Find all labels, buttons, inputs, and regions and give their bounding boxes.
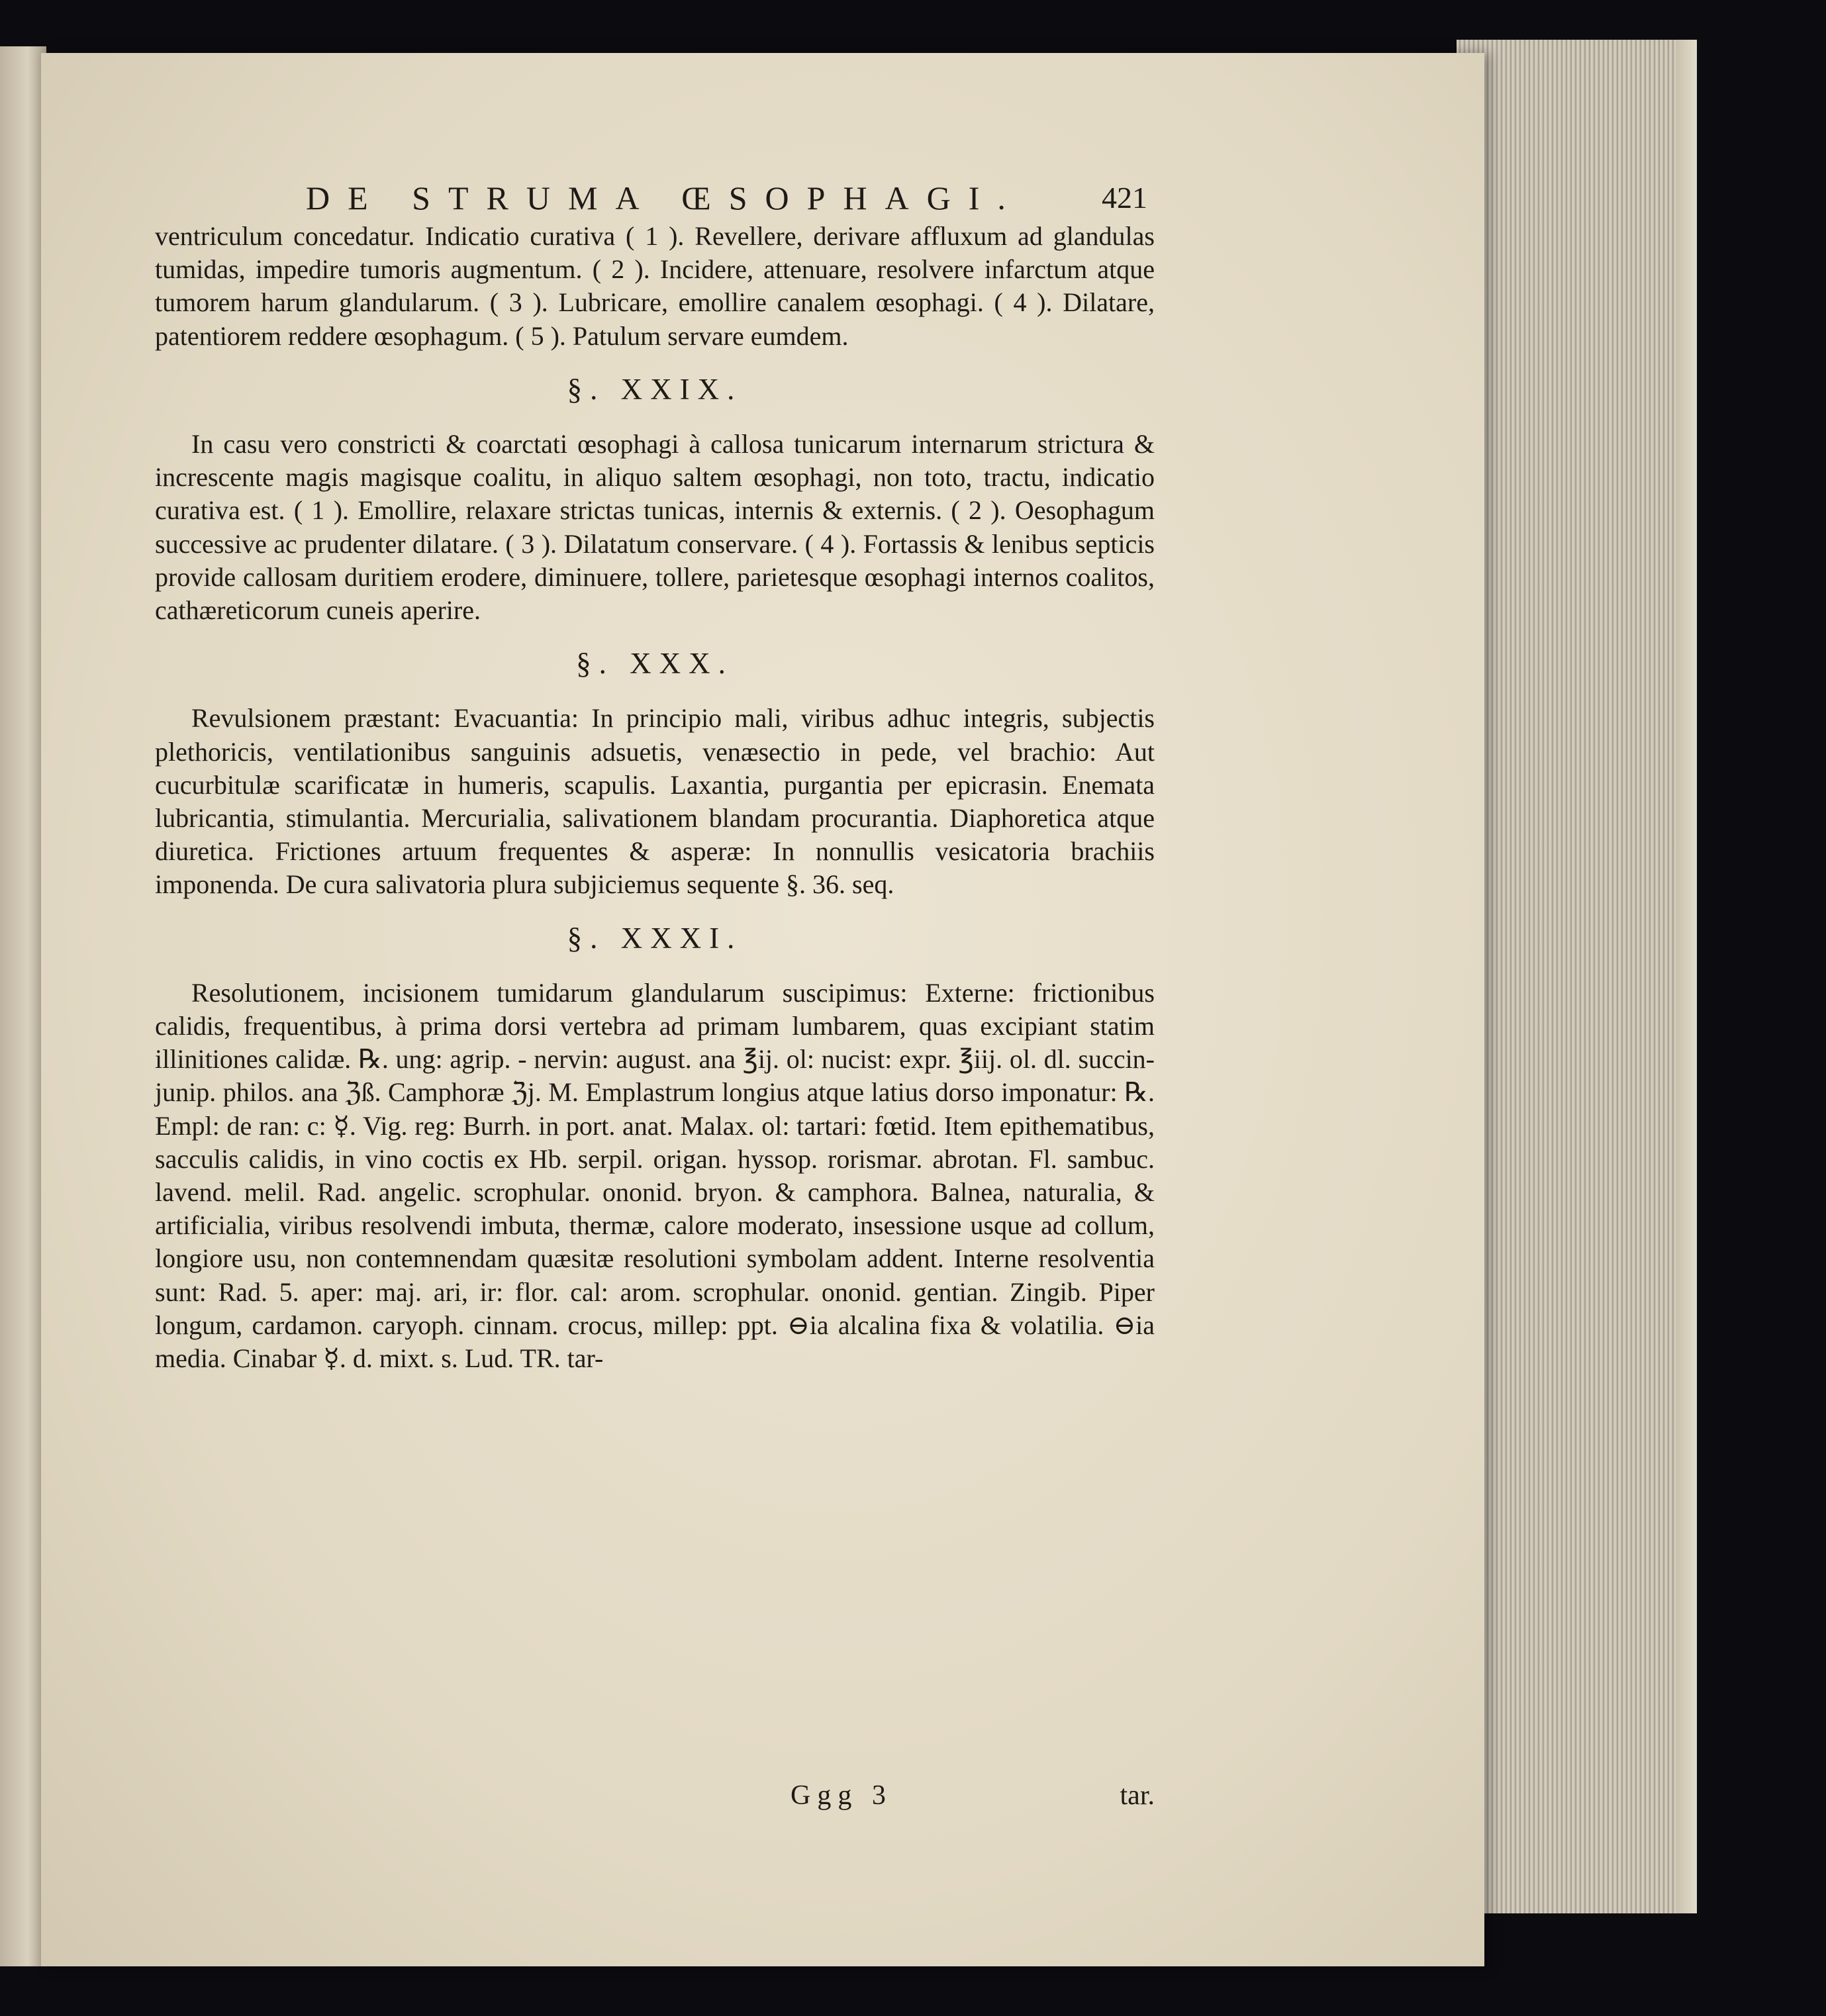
book-cover-edge	[1677, 40, 1697, 1913]
running-title: DE STRUMA ŒSOPHAGI.	[306, 179, 1024, 216]
page-footer	[155, 1780, 1155, 1813]
page-body	[155, 220, 1155, 1375]
catchword: tar.	[1120, 1780, 1155, 1811]
page-number: 421	[1102, 181, 1147, 215]
paragraph-xxx: Revulsionem præstant: Evacuantia: In principio mali, viribus adhuc integris, subjectis plethoricis, ventilationibus sanguinis adsuetis, venæsectio in pede, vel brachio: Aut cucurbitulæ scarificatæ in humeris, scapulis. Laxantia, purgantia per epicrasin. Enemata lubricantia, stimulantia. Mercurialia, salivationem blandam procurantia. Diaphoretica atque diuretica. Frictiones artuum frequentes & asperæ: In nonnullis vesicatoria brachiis imponenda. De cura salivatoria plura subjiciemus sequente §. 36. seq.	[155, 703, 1155, 900]
adjacent-page-edge	[0, 46, 46, 1966]
section-heading-xxx: §. XXX.	[576, 647, 734, 681]
paragraph-xxxi: Resolutionem, incisionem tumidarum glandularum suscipimus: Externe: frictionibus calidis, frequentibus, à prima dorsi vertebra ad primam lumbarem, quas excipiant statim illinitiones calidæ. ℞. ung: agrip. - nervin: august. ana ℥ij. ol: nucist: expr. ℥iij. ol. dl. succin-junip. philos. ana ℨß. Camphoræ ℨj. M. Emplastrum longius atque latius dorso imponatur: ℞. Empl: de ran: c: ☿. Vig. reg: Burrh. in port. anat. Malax. ol: tartari: fœtid. Item epithematibus, sacculis calidis, in vino coctis ex Hb. serpil. origan. hyssop. rorismar. abrotan. Fl. sambuc. lavend. melil. Rad. angelic. scrophular. ononid. bryon. & camphora. Balnea, naturalia, & artificialia, viribus resolvendi imbuta, thermæ, calore moderato, insessione usque ad collum, longiore usu, non contemnendam quæsitæ resolutioni symbolam addent. Interne resolventia sunt: Rad. 5. aper: maj. ari, ir: flor. cal: arom. scrophular. ononid. gentian. Zingib. Piper longum, cardamon. caryoph. cinnam. crocus, millep: ppt. ⊖ia alcalina fixa & volatilia. ⊖ia media. Cinabar ☿. d. mixt. s. Lud. TR. tar-	[155, 977, 1155, 1374]
section-heading-xxxi: §. XXXI.	[567, 921, 743, 955]
paragraph-continued: ventriculum concedatur. Indicatio curativa ( 1 ). Revellere, derivare affluxum ad glandulas tumidas, impedire tumoris augmentum. ( 2 ). Incidere, attenuare, resolvere infarctum atque tumorem harum glandularum. ( 3 ). Lubricare, emollire canalem œsophagi. ( 4 ). Dilatare, patentiorem reddere œsophagum. ( 5 ). Patulum servare eumdem.	[155, 221, 1155, 351]
paragraph-xxix: In casu vero constricti & coarctati œsophagi à callosa tunicarum internarum strictura & increscente magis magisque coalitu, in aliquo saltem œsophagi, non toto, tractu, indicatio curativa est. ( 1 ). Emollire, relaxare strictas tunicas, internis & externis. ( 2 ). Oesophagum successive ac prudenter dilatare. ( 3 ). Dilatatum conservare. ( 4 ). Fortassis & lenibus septicis provide callosam duritiem erodere, diminuere, tollere, parietesque œsophagi internos coalitos, cathæreticorum cuneis aperire.	[155, 429, 1155, 626]
book-page	[41, 53, 1484, 1966]
section-heading-xxix: §. XXIX.	[567, 372, 743, 406]
signature-mark: Ggg 3	[791, 1780, 892, 1811]
book-fore-edge	[1457, 40, 1689, 1913]
